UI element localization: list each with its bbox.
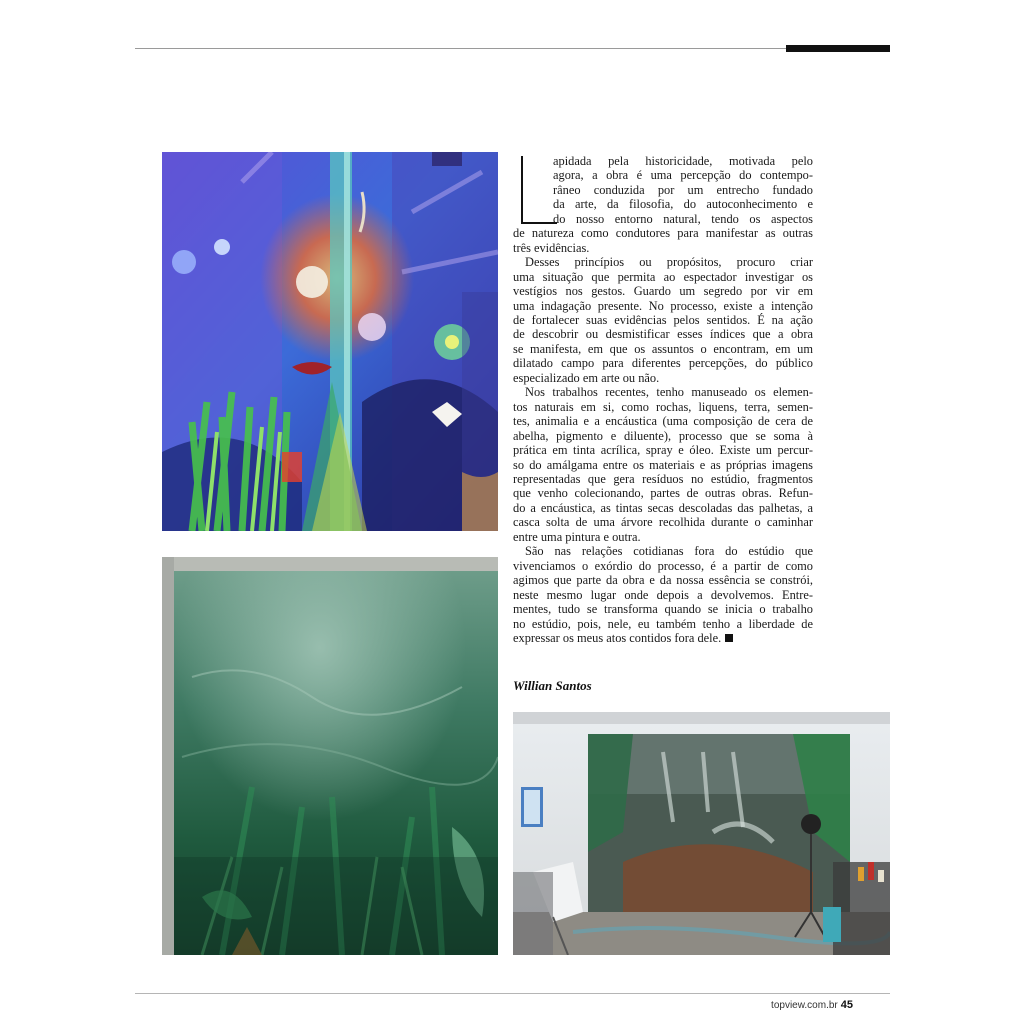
text-line: representadas que gera resíduos no estúdio, fragmentos [513, 471, 813, 486]
text-line: da arte, da filosofia, do autoconhecimento e [553, 197, 813, 212]
text-line: entre uma pintura e outra. [513, 529, 641, 544]
text-line: três evidências. [513, 240, 590, 255]
text-line: uma indagação presente. No processo, existe a intenção [513, 298, 813, 313]
page-number: 45 [840, 999, 853, 1011]
text-line: casca solta de uma árvore recolhida durante o caminhar [513, 515, 813, 530]
painting-colorful-abstract [162, 152, 498, 531]
text-line: tes, animalia e a encáustica (uma composição de cera de [513, 414, 813, 429]
text-line: especializado em arte ou não. [513, 370, 660, 385]
painting-green-textured [162, 557, 498, 955]
text-line: de descobrir ou desmistificar esses índices que a obra [513, 327, 813, 342]
page-footer [771, 999, 853, 1011]
top-rule-accent-bar [786, 45, 890, 52]
paragraph-2 [513, 255, 813, 385]
text-line: expressar os meus atos contidos fora dele. [513, 630, 722, 645]
text-line: no estúdio, pois, nele, eu também tenho a liberdade de [513, 616, 813, 631]
text-line: abelha, pigmento e diluente), processo que se soma à [513, 428, 813, 443]
paragraph-3 [513, 385, 813, 544]
paragraph-1 [513, 154, 813, 255]
text-line: agimos que parte da obra e da nossa essência se constrói, [513, 573, 813, 588]
text-line: vivenciamos o exórdio do processo, é a partir de como [513, 558, 813, 573]
text-line: São nas relações cotidianas fora do estúdio que [525, 544, 813, 559]
text-line: râneo conduzida por um entrecho fundado [553, 182, 813, 197]
text-line: prática em tinta acrílica, spray e óleo. Existe um percur- [513, 443, 813, 458]
paragraph-4 [513, 544, 813, 645]
text-line: de natureza como condutores para manifestar as outras [513, 226, 813, 241]
text-line: Nos trabalhos recentes, tenho manuseado os elemen- [525, 385, 813, 400]
text-line: tos naturais em si, como rochas, liquens, terra, semen- [513, 399, 813, 414]
text-line: vestígios nos gestos. Guardo um segredo por vir em [513, 284, 813, 299]
text-line: dilatado campo para diferentes percepções, do público [513, 356, 813, 371]
photo-artist-studio [513, 712, 890, 955]
end-of-article-mark [725, 634, 733, 642]
text-line: do nosso entorno natural, tendo os aspectos [553, 211, 813, 226]
text-line: que venho colecionando, partes de outras obras. Refun- [513, 486, 813, 501]
text-line-end [513, 631, 813, 645]
bottom-rule [135, 993, 890, 994]
text-line: uma situação que permita ao espectador investigar os [513, 269, 813, 284]
author-name: Willian Santos [513, 678, 592, 693]
text-line: so do amálgama entre os materiais e as próprias imagens [513, 457, 813, 472]
text-line: do a encáustica, as tintas secas descoladas das palhetas, a [513, 500, 813, 515]
article-body [513, 154, 813, 645]
text-line: neste mesmo lugar onde depois a devolvemos. Entre- [513, 587, 813, 602]
top-rule [135, 48, 890, 49]
text-line: agora, a obra é uma percepção do contempo- [553, 168, 813, 183]
site-url: topview.com.br [771, 1000, 838, 1011]
text-line: apidada pela historicidade, motivada pelo [553, 154, 813, 168]
text-line: Desses princípios ou propósitos, procuro criar [525, 255, 813, 270]
text-line: se manifesta, em que os assuntos o encontram, em um [513, 341, 813, 356]
text-line: de fortalecer suas evidências pelos sentidos. É na ação [513, 312, 813, 327]
text-line: mentes, tudo se transforma quando se inicia o trabalho [513, 602, 813, 617]
